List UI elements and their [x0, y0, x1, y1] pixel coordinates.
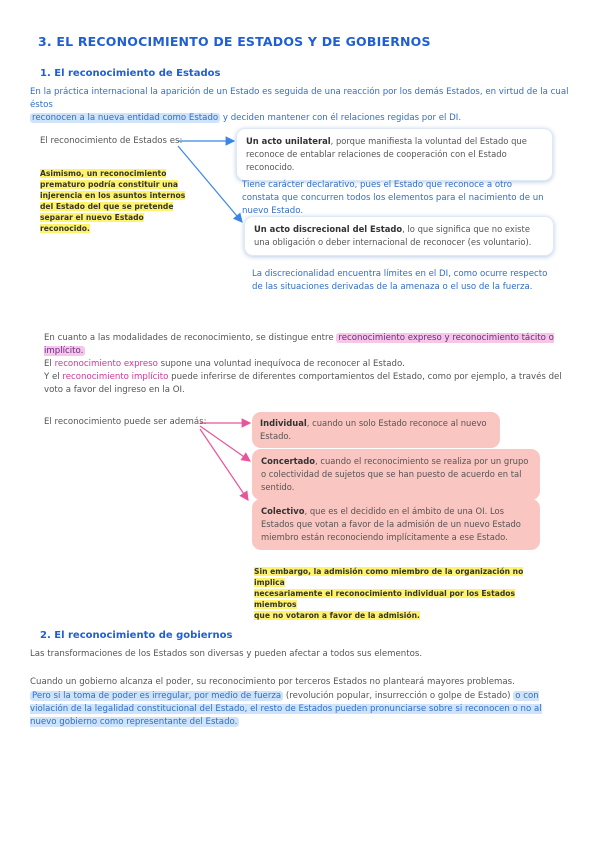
- yellow-note: [40, 168, 190, 234]
- expreso-text: supone una voluntad inequívoca de reconocer al Estado.: [157, 359, 405, 369]
- colectivo-text: , que es el decidido en el ámbito de una OI. Los Estados que votan a favor de la admisión de un nuevo Estado miembro están reconociendo implícitamente a ese Estado.: [261, 506, 521, 542]
- discrecional-term: Un acto discrecional del Estado: [254, 224, 403, 234]
- yellow-note-line: injerencia en los asuntos internos: [40, 191, 186, 200]
- box-colectivo: [252, 499, 540, 550]
- yellow-note-line: prematuro podría constituir una: [40, 180, 179, 189]
- sin-embargo-note: [254, 566, 554, 621]
- sin-embargo-line: Sin embargo, la admisión como miembro de la organización no implica: [254, 567, 524, 587]
- page-title: 3. EL RECONOCIMIENTO DE ESTADOS Y DE GOBIERNOS: [38, 34, 431, 49]
- discrecional-text: , lo que significa que no existe una obligación o deber internacional de reconocer (es voluntario).: [254, 224, 532, 247]
- arrow-to-concertado: [200, 426, 250, 461]
- expreso-term: reconocimiento expreso: [54, 359, 158, 369]
- individual-term: Individual: [260, 418, 307, 428]
- intro-line-b: y deciden mantener con él relaciones regidas por el DI.: [220, 113, 462, 123]
- modalidades-paragraph: [44, 332, 564, 397]
- intro-line-a: En la práctica internacional la aparición de un Estado es seguida de una reacción por los demás Estados, en virtud de la cual éstos: [30, 87, 569, 110]
- implicito-prefix: Y el: [44, 372, 63, 382]
- declarativo-text: Tiene carácter declarativo, pues el Estado que reconoce a otro constata que concurren todos los elementos para el nacimiento de un nuevo Estado.: [242, 180, 544, 216]
- yellow-note-line: Asimismo, un reconocimiento: [40, 169, 167, 178]
- implicito-term: reconocimiento implícito: [62, 372, 169, 382]
- gobiernos-p3-paren: (revolución popular, insurrección o golpe de Estado): [283, 691, 514, 701]
- sin-embargo-line: que no votaron a favor de la admisión.: [254, 611, 420, 620]
- box-concertado: [252, 449, 540, 500]
- sin-embargo-line: necesariamente el reconocimiento individual por los Estados miembros: [254, 589, 515, 609]
- gobiernos-p1: Las transformaciones de los Estados son diversas y pueden afectar a todos sus elementos.: [30, 649, 423, 659]
- intro-highlight: reconocen a la nueva entidad como Estado: [32, 113, 219, 123]
- box-discrecional: [244, 216, 554, 256]
- modalidades-highlight: reconocimiento expreso y reconocimiento tácito o implícito.: [44, 333, 554, 356]
- implicito-text: puede inferirse de diferentes comportamientos del Estado, como por ejemplo, a través del voto a favor del ingreso en la OI.: [44, 372, 562, 395]
- yellow-note-line: del Estado del que se pretende: [40, 202, 174, 211]
- gobiernos-p3-highlight-c: o con violación de la legalidad constitucional del Estado, el resto de Estados pueden pronunciarse sobre si reconocen o no al nuevo gobierno como representante del Estado.: [30, 691, 542, 727]
- concertado-term: Concertado: [261, 456, 316, 466]
- unilateral-term: Un acto unilateral: [246, 136, 331, 146]
- unilateral-text: , porque manifiesta la voluntad del Estado que reconoce de entablar relaciones de cooperación con el Estado reconocido.: [246, 136, 527, 172]
- section-heading-estados: 1. El reconocimiento de Estados: [40, 68, 221, 79]
- individual-text: , cuando un solo Estado reconoce al nuevo Estado.: [260, 418, 487, 441]
- gobiernos-p2: Cuando un gobierno alcanza el poder, su reconocimiento por terceros Estados no planteará mayores problemas.: [30, 677, 515, 687]
- arrow-to-colectivo: [200, 429, 248, 500]
- concertado-text: , cuando el reconocimiento se realiza por un grupo o colectividad de sujetos que se han puesto de acuerdo en tal sentido.: [261, 456, 529, 492]
- section-heading-gobiernos: 2. El reconocimiento de gobiernos: [40, 630, 233, 641]
- intro-paragraph: [30, 86, 575, 125]
- modalidades-text: En cuanto a las modalidades de reconocimiento, se distingue entre: [44, 333, 337, 343]
- es-label: El reconocimiento de Estados es:: [40, 136, 183, 146]
- yellow-note-line: separar el nuevo Estado reconocido.: [40, 213, 144, 233]
- colectivo-term: Colectivo: [261, 506, 305, 516]
- expreso-prefix: El: [44, 359, 55, 369]
- ademas-label: El reconocimiento puede ser además:: [44, 417, 207, 427]
- box-individual: [252, 412, 500, 448]
- gobiernos-p3: [30, 690, 570, 729]
- box-unilateral: [236, 128, 553, 181]
- gobiernos-p3-highlight-a: Pero si la toma de poder es irregular, por medio de fuerza: [32, 691, 282, 701]
- discrecionalidad-text: La discrecionalidad encuentra límites en el DI, como ocurre respecto de las situaciones derivadas de la amenaza o el uso de la fuerza.: [252, 269, 548, 292]
